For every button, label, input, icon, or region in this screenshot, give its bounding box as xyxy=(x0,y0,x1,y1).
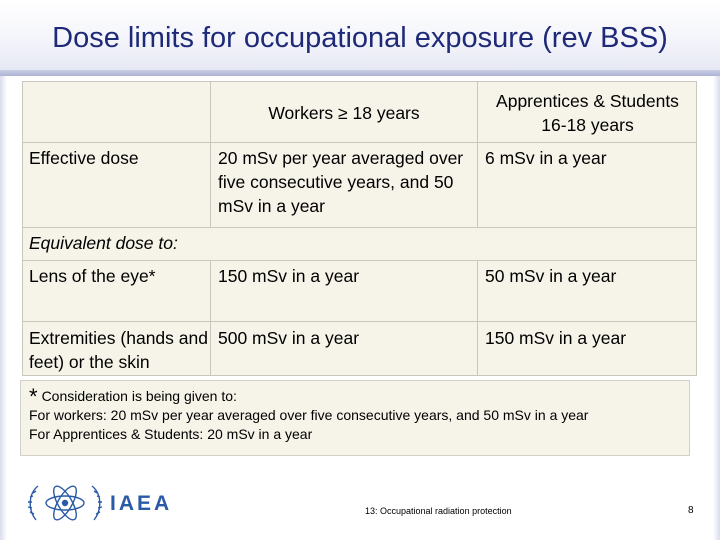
slide-title: Dose limits for occupational exposure (rev BSS) xyxy=(52,22,668,54)
table-rule xyxy=(23,260,696,261)
title-rule xyxy=(0,70,720,76)
lens-label: Lens of the eye* xyxy=(29,266,156,286)
note-star: * xyxy=(29,384,38,409)
footer-topic: 13: Occupational radiation protection xyxy=(365,506,512,516)
table-rule xyxy=(477,82,478,227)
table-rule xyxy=(477,260,478,375)
extremities-workers: 500 mSv in a year xyxy=(218,328,360,348)
table-rule xyxy=(210,260,211,375)
effective-dose-label: Effective dose xyxy=(29,148,139,168)
page-right-shade xyxy=(713,76,720,540)
note-heading-line xyxy=(29,384,689,409)
equivalent-dose-label: Equivalent dose to: xyxy=(29,233,178,253)
table-rule xyxy=(23,142,696,143)
lens-apprentices: 50 mSv in a year xyxy=(485,266,617,286)
extremities-apprentices: 150 mSv in a year xyxy=(485,328,627,348)
lens-workers: 150 mSv in a year xyxy=(218,266,360,286)
effective-dose-workers: 20 mSv per year averaged over five consecutive years, and 50 mSv in a year xyxy=(218,148,464,216)
page-left-shade xyxy=(0,76,7,540)
note-heading: Consideration is being given to: xyxy=(41,388,237,404)
header-workers: Workers ≥ 18 years xyxy=(268,103,420,123)
note-workers: For workers: 20 mSv per year averaged over five consecutive years, and 50 mSv in a year xyxy=(29,407,589,423)
iaea-emblem-icon xyxy=(26,480,104,528)
consideration-note xyxy=(20,380,690,456)
table-rule xyxy=(23,227,696,228)
table-rule xyxy=(23,321,696,322)
iaea-wordmark: IAEA xyxy=(110,492,173,515)
extremities-label: Extremities (hands and feet) or the skin xyxy=(29,328,208,372)
note-apprentices: For Apprentices & Students: 20 mSv in a year xyxy=(29,426,313,442)
page-number: 8 xyxy=(688,505,694,516)
dose-limits-table xyxy=(22,81,697,376)
effective-dose-apprentices: 6 mSv in a year xyxy=(485,148,607,168)
header-apprentices: Apprentices & Students 16-18 years xyxy=(496,91,679,135)
